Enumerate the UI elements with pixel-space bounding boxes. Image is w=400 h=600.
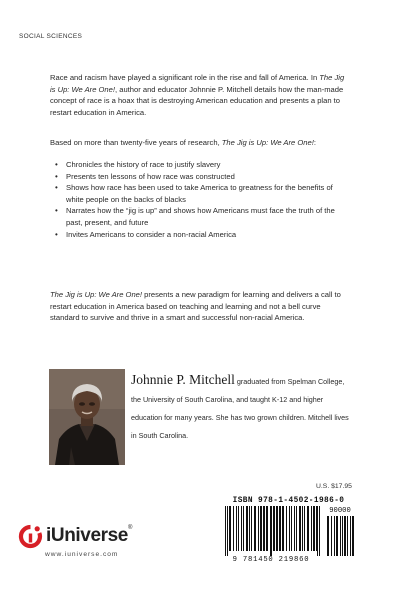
iuniverse-logo-icon: [18, 524, 43, 549]
author-name: Johnnie P. Mitchell: [131, 372, 235, 387]
feature-item: • Presents ten lessons of how race was constructed: [55, 171, 350, 183]
book-title-ref: The Jig is Up: We Are One!: [221, 138, 314, 147]
isbn-barcode: [221, 497, 356, 567]
publisher-name: [46, 525, 132, 547]
feature-item: • Chronicles the history of race to justify slavery: [55, 159, 350, 171]
intro-paragraph: [50, 72, 350, 118]
isbn-label: ISBN 978-1-4502-1986-0: [232, 497, 345, 505]
feature-item: • Invites Americans to consider a non-racial America: [55, 229, 350, 241]
barcode-digits: 9 781450 219860: [232, 556, 310, 564]
publisher-wordmark: iUniverse: [46, 525, 128, 546]
author-photo: [49, 369, 125, 465]
research-text-2: :: [313, 138, 316, 147]
research-text-1: Based on more than twenty-five years of research,: [50, 138, 222, 147]
book-title-ref: The Jig is Up: We Are One!: [50, 290, 143, 299]
feature-item: • Shows how race has been used to take America to greatness for the benefits of white people on the backs of blacks: [55, 182, 350, 205]
closing-text: presents a new paradigm for learning and delivers a call to restart education in America based on teaching and learning and not a bell curve standard to survive and thrive in a smart and successful non-racial America.: [50, 290, 341, 323]
feature-item: • Narrates how the “jig is up” and shows how Americans must face the truth of the past, present, and future: [55, 205, 350, 228]
research-paragraph: [50, 137, 350, 149]
registered-mark: ®: [127, 525, 132, 531]
closing-paragraph: [50, 289, 350, 324]
barcode-addon-digits: 90000: [329, 507, 351, 515]
intro-text-2: , author and educator Johnnie P. Mitchell details how the man-made concept of race is a hoax that is destroying American education and presents a plan to restart education in America.: [50, 84, 344, 117]
price-label: U.S. $17.95: [316, 483, 352, 490]
author-portrait-icon: [49, 369, 125, 465]
publisher-url[interactable]: www.iuniverse.com: [45, 551, 119, 558]
feature-list: [55, 159, 350, 240]
publisher-logo: [18, 524, 198, 548]
author-bio: graduated from Spelman College, the University of South Carolina, and taught K-12 and higher education for many years. She has two grown children. Mitchell lives in South Carolina.: [131, 377, 349, 440]
author-bio-block: [131, 371, 353, 443]
book-title-ref: The Jig is Up: We Are One!: [50, 73, 345, 94]
book-category: SOCIAL SCIENCES: [19, 33, 83, 40]
intro-text-1: Race and racism have played a significant role in the rise and fall of America. In: [50, 73, 320, 82]
